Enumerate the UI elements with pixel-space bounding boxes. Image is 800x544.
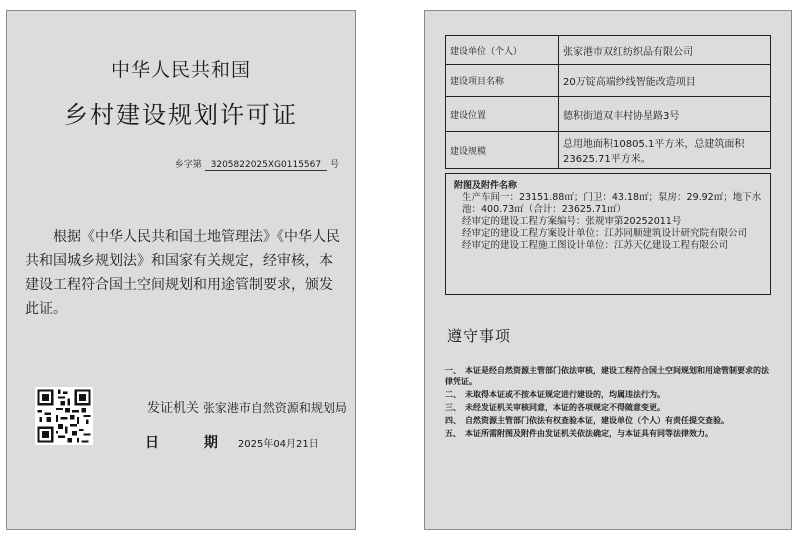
permit-number-line <box>175 157 339 171</box>
table-row <box>446 65 771 97</box>
row-value: 张家港市双红纺织品有限公司 <box>559 36 771 65</box>
row-key: 建设单位（个人） <box>446 36 559 65</box>
row-value: 德积街道双丰村协星路3号 <box>559 97 771 132</box>
notes-title: 遵守事项 <box>447 327 512 345</box>
note-item <box>445 389 773 400</box>
permit-prefix: 乡字第 <box>174 160 202 170</box>
note-text: 未经发证机关审核同意，本证的各项规定不得随意变更。 <box>465 403 665 412</box>
country-name: 中华人民共和国 <box>110 59 251 81</box>
note-item <box>445 365 773 387</box>
row-value: 总用地面积10805.1平方米，总建筑面积23625.71平方米。 <box>559 132 771 169</box>
notes-list <box>445 365 773 441</box>
note-text: 未取得本证或不按本证规定进行建设的，均属违法行为。 <box>465 390 665 399</box>
issue-date <box>145 432 319 452</box>
note-number: 四、 <box>445 416 461 425</box>
attachment-item: 经审定的建设工程方案编号：张规审第20252011号 <box>462 216 682 227</box>
note-text: 本证是经自然资源主管部门依法审核，建设工程符合国土空间规划和用途管制要求的法律凭证。 <box>445 366 769 386</box>
note-number: 三、 <box>445 403 461 412</box>
attachment-item: 经审定的建设工程施工图设计单位：江苏天亿建设工程有限公司 <box>462 240 729 251</box>
row-key: 建设规模 <box>446 132 559 169</box>
note-item <box>445 428 773 439</box>
attachment-item: 生产车间一：23151.88㎡；门卫：43.18㎡；泵房：29.92㎡；地下水池：400.73㎡（合计：23625.71㎡） <box>462 192 762 215</box>
attachment-item: 经审定的建设工程方案设计单位：江苏同顺建筑设计研究院有限公司 <box>462 228 748 239</box>
note-item <box>445 415 773 426</box>
issuing-authority <box>147 397 347 416</box>
row-value: 20万锭高端纱线智能改造项目 <box>559 65 771 97</box>
permit-detail-page <box>424 10 792 530</box>
table-row <box>446 97 771 132</box>
permit-number: 3205822025XG0115567 <box>205 160 327 171</box>
row-key: 建设位置 <box>446 97 559 132</box>
permit-body-text: 根据《中华人民共和国土地管理法》《中华人民共和国城乡规划法》和国家有关规定，经审核，本建设工程符合国土空间规划和用途管制要求，颁发此证。 <box>25 229 340 317</box>
note-text: 本证所需附图及附件由发证机关依法确定，与本证具有同等法律效力。 <box>465 429 713 438</box>
qr-code-icon <box>35 387 93 445</box>
permit-suffix: 号 <box>329 160 339 170</box>
project-info-table <box>445 35 771 169</box>
date-label: 日 期 <box>145 435 238 451</box>
note-text: 自然资源主管部门依法有权查验本证，建设单位（个人）有责任提交查验。 <box>465 416 729 425</box>
note-number: 二、 <box>445 390 461 399</box>
issuer-label: 发证机关 <box>147 401 200 416</box>
attachments-box <box>445 173 771 295</box>
row-key: 建设项目名称 <box>446 65 559 97</box>
date-value: 2025年04月21日 <box>237 439 319 450</box>
table-row <box>446 132 771 169</box>
document-title: 乡村建设规划许可证 <box>64 101 298 129</box>
issuer-name: 张家港市自然资源和规划局 <box>202 401 347 415</box>
attachments-title: 附图及附件名称 <box>454 181 518 191</box>
note-number: 五、 <box>445 429 461 438</box>
table-row <box>446 36 771 65</box>
note-number: 一、 <box>445 366 461 375</box>
permit-cover-page <box>6 10 356 530</box>
note-item <box>445 402 773 413</box>
